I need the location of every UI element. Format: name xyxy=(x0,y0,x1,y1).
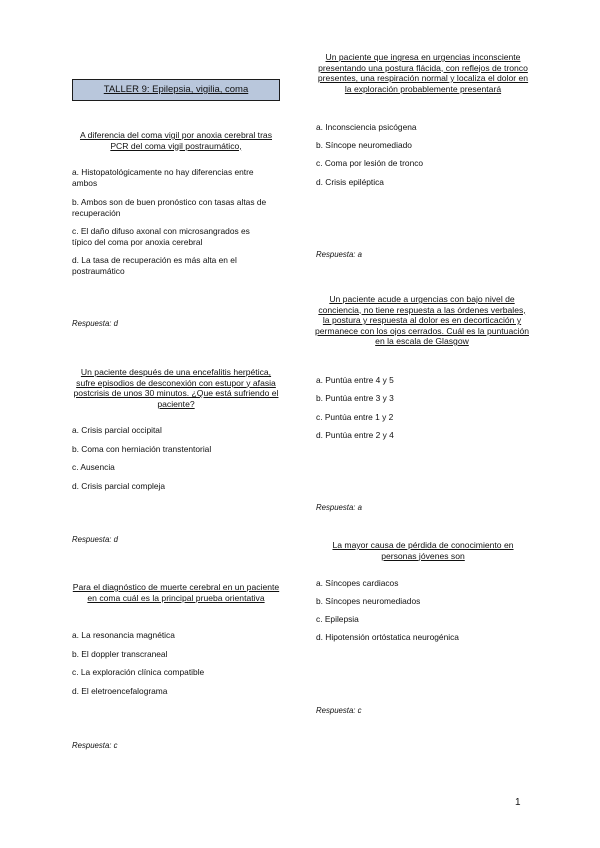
question-4-answer: Respuesta: a xyxy=(316,250,362,259)
question-3-option-b: b. El doppler transcraneal xyxy=(72,649,168,659)
question-4-option-c: c. Coma por lesión de tronco xyxy=(316,158,424,168)
question-3-option-a: a. La resonancia magnética xyxy=(72,630,175,640)
question-5-option-c: c. Puntúa entre 1 y 2 xyxy=(316,412,394,422)
question-4-option-a: a. Inconsciencia psicógena xyxy=(316,122,417,132)
question-2-option-b: b. Coma con herniación transtentorial xyxy=(72,444,212,454)
question-6-text: La mayor causa de pérdida de conocimiento en personas jóvenes son xyxy=(332,540,514,561)
question-4-text: Un paciente que ingresa en urgencias inconsciente presentando una postura flácida, con reflejos de tronco presentes, una respiración normal y localiza el dolor en la exploración probablemente presentará xyxy=(317,52,529,94)
question-6-answer: Respuesta: c xyxy=(316,706,362,715)
question-2-text: Un paciente después de una encefalitis herpética, sufre episodios de desconexión con estupor y afasia postcrisis de unos 30 minutos. ¿Que está sufriendo el paciente? xyxy=(73,367,279,409)
question-5-option-a: a. Puntúa entre 4 y 5 xyxy=(316,375,394,385)
question-6-option-d: d. Hipotensión ortóstatica neurogénica xyxy=(316,632,459,642)
question-5-answer: Respuesta: a xyxy=(316,503,362,512)
question-2-option-c: c. Ausencia xyxy=(72,462,115,472)
question-5-option-d: d. Puntúa entre 2 y 4 xyxy=(316,430,394,440)
question-1-text: A diferencia del coma vigil por anoxia cerebral tras PCR del coma vigil postraumático, xyxy=(79,130,273,151)
page-number: 1 xyxy=(515,797,521,808)
question-1-option-d: d. La tasa de recuperación es más alta en el postraumático xyxy=(72,255,237,276)
question-6-option-c: c. Epilepsia xyxy=(316,614,359,624)
question-2-option-a: a. Crisis parcial occipital xyxy=(72,425,162,435)
question-1-option-b: b. Ambos son de buen pronóstico con tasas altas de recuperación xyxy=(72,197,267,218)
question-3-option-d: d. El eletroencefalograma xyxy=(72,686,168,696)
question-2-option-d: d. Crisis parcial compleja xyxy=(72,481,166,491)
question-1-answer: Respuesta: d xyxy=(72,319,118,328)
question-5-text: Un paciente acude a urgencias con bajo nivel de conciencia, no tiene respuesta a las órdenes verbales, la postura y respuesta al dolor es en decorticación y permanece con los ojos cerrados. Cuál es la puntuación en la escala de Glasgow xyxy=(314,294,529,346)
question-2-answer: Respuesta: d xyxy=(72,535,118,544)
question-5-option-b: b. Puntúa entre 3 y 3 xyxy=(316,393,394,403)
question-4-option-b: b. Síncope neuromediado xyxy=(316,140,412,150)
question-1-option-a: a. Histopatológicamente no hay diferencias entre ambos xyxy=(72,167,254,188)
page-title: TALLER 9: Epilepsia, vigilia, coma xyxy=(72,79,280,101)
question-6-option-a: a. Síncopes cardiacos xyxy=(316,578,399,588)
question-4-option-d: d. Crisis epiléptica xyxy=(316,177,384,187)
question-1-option-c: c. El daño difuso axonal con microsangrados es típico del coma por anoxia cerebral xyxy=(72,226,250,247)
question-3-option-c: c. La exploración clínica compatible xyxy=(72,667,205,677)
question-3-answer: Respuesta: c xyxy=(72,741,118,750)
question-3-text: Para el diagnóstico de muerte cerebral en un paciente en coma cuál es la principal prueba orientativa xyxy=(72,582,280,603)
question-6-option-b: b. Síncopes neuromediados xyxy=(316,596,421,606)
